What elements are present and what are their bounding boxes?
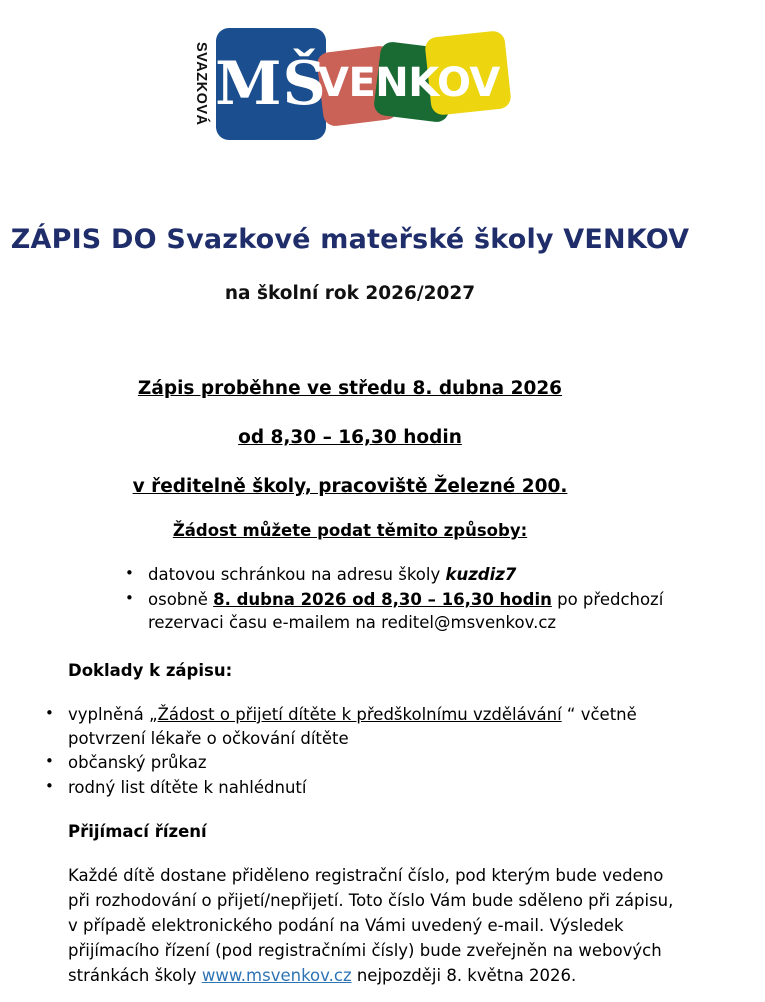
- enrollment-place-text: v ředitelně školy, pracoviště Železné 200.: [132, 476, 568, 497]
- page-subtitle: na školní rok 2026/2027: [224, 283, 476, 304]
- birth-certificate-item: rodný list dítěte k nahlédnutí: [68, 777, 307, 797]
- application-methods-intro-text: Žádost můžete podat těmito způsoby:: [172, 521, 528, 540]
- required-documents-list: [45, 703, 685, 800]
- admission-heading: Přijímací řízení: [68, 822, 207, 841]
- inperson-item-suffix: po předchozí rezervaci času e-mailem na: [148, 589, 664, 632]
- list-item: [45, 703, 685, 750]
- enrollment-time-text: od 8,30 – 16,30 hodin: [238, 427, 462, 448]
- application-form-prefix: vyplněná „: [68, 705, 158, 724]
- enrollment-date-headline: [0, 378, 700, 399]
- school-website-link[interactable]: www.msvenkov.cz: [201, 966, 352, 985]
- id-card-item: občanský průkaz: [68, 753, 207, 772]
- page-title: ZÁPIS DO Svazkové mateřské školy VENKOV: [10, 224, 690, 255]
- application-methods-intro: [0, 521, 700, 540]
- admission-text-part2: nejpozději 8. května 2026.: [351, 966, 577, 985]
- admission-text-part1: Každé dítě dostane přiděleno registrační číslo, pod kterým bude vedeno při rozhodování o přijetí/nepřijetí. Toto číslo Vám bude sděleno při zápisu, v případě elektronického podání na Vámi uvedený e-mail. Výsledek přijímacího řízení (pod registračními čísly) bude zveřejněn na webových stránkách školy: [68, 866, 674, 985]
- admission-paragraph: [68, 863, 688, 988]
- enrollment-date-text: Zápis proběhne ve středu 8. dubna 2026: [137, 378, 563, 399]
- application-methods-list: [125, 563, 685, 636]
- enrollment-time-headline: [0, 427, 700, 448]
- list-item: [45, 751, 685, 775]
- enrollment-place-headline: [0, 476, 700, 497]
- list-item: [45, 776, 685, 800]
- list-item: [125, 563, 685, 587]
- logo-vertical-text: SVAZKOVÁ: [193, 42, 209, 126]
- list-item: [125, 588, 685, 635]
- inperson-item-prefix: osobně: [148, 589, 214, 609]
- databox-id: kuzdiz7: [445, 565, 517, 584]
- reservation-email[interactable]: reditel@msvenkov.cz: [381, 613, 557, 632]
- application-form-title: Žádost o přijetí dítěte k předškolnímu vzdělávání: [157, 705, 562, 724]
- inperson-datetime: 8. dubna 2026 od 8,30 – 16,30 hodin: [213, 589, 552, 609]
- documents-heading: Doklady k zápisu:: [68, 661, 233, 680]
- school-logo: [190, 14, 500, 149]
- logo-wordmark: VENKOV: [318, 60, 500, 106]
- databox-item-prefix: datovou schránkou na adresu školy: [148, 565, 446, 584]
- logo-monogram: MŠ: [215, 49, 327, 119]
- application-form-suffix: “ včetně potvrzení lékaře o očkování dítěte: [68, 705, 637, 748]
